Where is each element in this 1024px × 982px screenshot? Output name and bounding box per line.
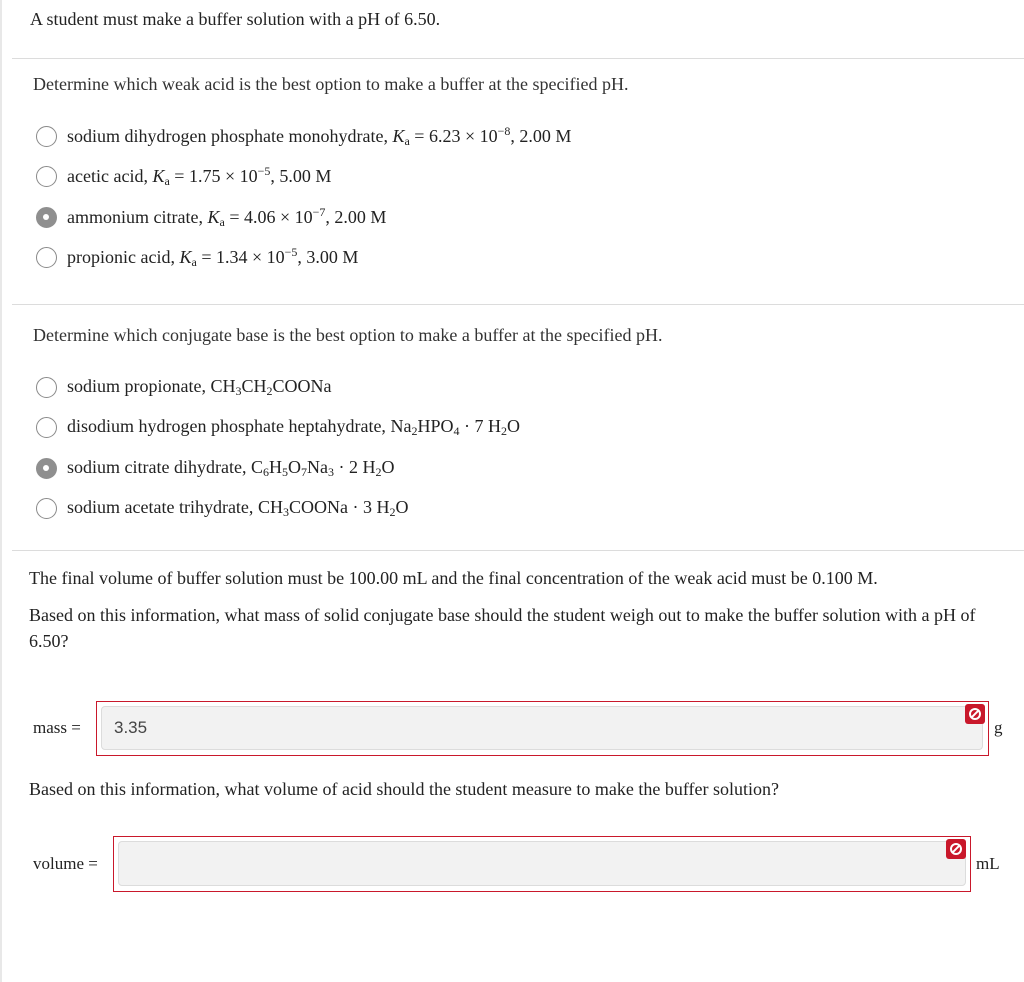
radio-button[interactable] (36, 126, 57, 147)
acid-option-0[interactable] (36, 124, 571, 148)
question-intro: A student must make a buffer solution with a pH of 6.50. (30, 9, 441, 29)
acid-prompt: Determine which weak acid is the best option to make a buffer at the specified pH. (33, 74, 629, 94)
radio-button-selected[interactable] (36, 207, 57, 228)
no-sign-icon (949, 842, 963, 856)
volume-input[interactable] (118, 841, 966, 886)
mass-question: Based on this information, what mass of solid conjugate base should the student weigh out to make the buffer solution with a pH of 6.50? (29, 605, 976, 651)
radio-button[interactable] (36, 417, 57, 438)
option-label: sodium propionate, $CH_3CH_2COONa$ (67, 375, 332, 398)
radio-button[interactable] (36, 166, 57, 187)
volume-question: Based on this information, what volume of acid should the student measure to make the buffer solution? (29, 779, 780, 799)
radio-button[interactable] (36, 498, 57, 519)
base-option-2[interactable] (36, 456, 394, 480)
option-label: ammonium citrate, $K_a = 4.06 \times 10^{-7}$, 2.00 M (67, 204, 387, 229)
radio-button[interactable] (36, 247, 57, 268)
base-option-3[interactable] (36, 496, 408, 520)
volume-answer-box (113, 836, 971, 892)
mass-answer-box (96, 701, 989, 756)
acid-option-1[interactable] (36, 164, 331, 188)
radio-button[interactable] (36, 377, 57, 398)
option-label: disodium hydrogen phosphate heptahydrate, $Na_2HPO_4 \cdot 7$ $H_2O$ (67, 415, 520, 438)
volume-label: volume = (33, 854, 98, 873)
section-divider (12, 58, 1024, 59)
incorrect-icon (965, 704, 985, 724)
acid-option-2[interactable] (36, 205, 386, 229)
option-label: sodium acetate trihydrate, $CH_3COONa \cdot 3$ $H_2O$ (67, 496, 409, 519)
mass-label: mass = (33, 718, 81, 737)
base-prompt: Determine which conjugate base is the best option to make a buffer at the specified pH. (33, 325, 663, 345)
volume-unit: mL (976, 854, 1000, 873)
base-option-1[interactable] (36, 415, 520, 439)
base-option-0[interactable] (36, 375, 332, 399)
section-divider (12, 304, 1024, 305)
radio-button-selected[interactable] (36, 458, 57, 479)
option-label: sodium citrate dihydrate, $C_6H_5O_7Na_3 \cdot 2$ $H_2O$ (67, 456, 395, 479)
option-label: acetic acid, $K_a = 1.75 \times 10^{-5}$, 5.00 M (67, 163, 332, 188)
no-sign-icon (968, 707, 982, 721)
acid-option-3[interactable] (36, 245, 358, 269)
mass-input[interactable]: 3.35 (101, 706, 983, 750)
mass-unit: g (994, 718, 1003, 737)
option-label: sodium dihydrogen phosphate monohydrate, $K_a = 6.23 \times 10^{-8}$, 2.00 M (67, 123, 572, 148)
incorrect-icon (946, 839, 966, 859)
option-label: propionic acid, $K_a = 1.34 \times 10^{-5}$, 3.00 M (67, 244, 359, 269)
left-border (0, 0, 2, 982)
section-divider (12, 550, 1024, 551)
final-statement: The final volume of buffer solution must be 100.00 mL and the final concentration of the weak acid must be 0.100 M. (29, 568, 878, 588)
